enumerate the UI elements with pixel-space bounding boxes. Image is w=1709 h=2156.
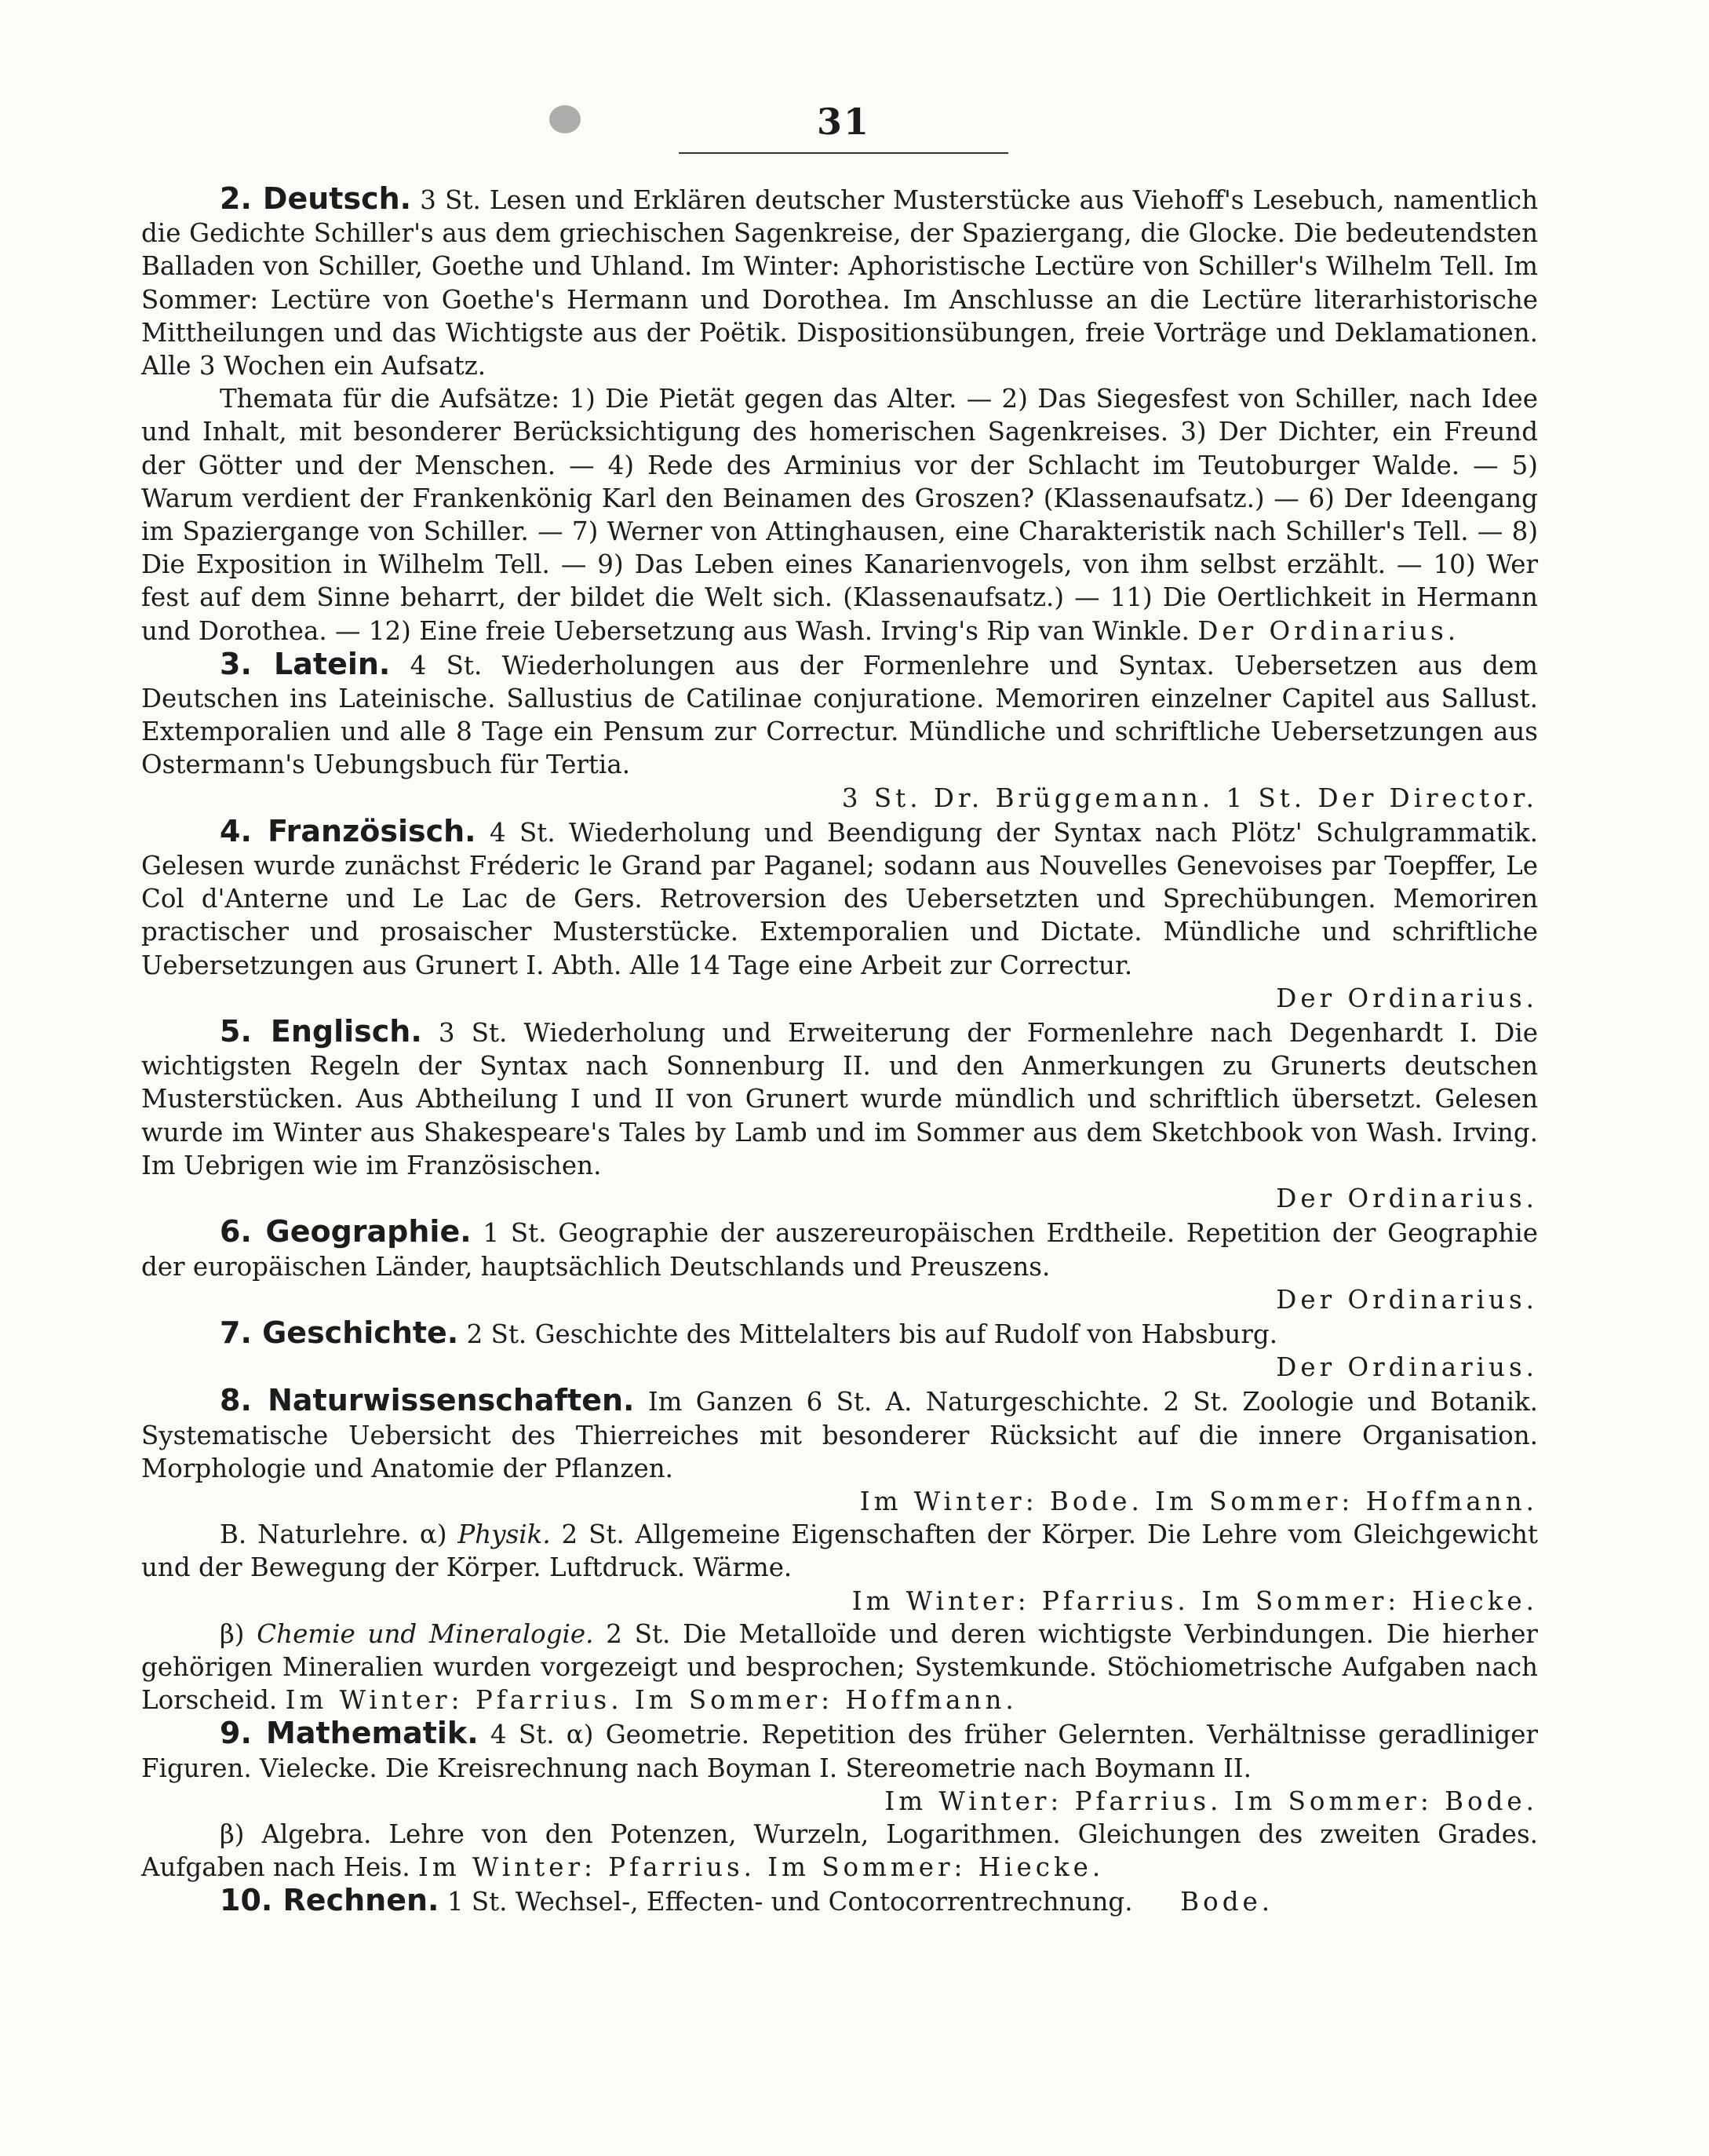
- section-text: Im Ganzen 6 St. A. Naturgeschichte. 2 St. Zoologie und Botanik. Systematische Uebersicht des Thierreiches mit besonderer Rücksicht auf die innere Organisation. Morphologie und Anatomie der Pflanzen.: [141, 1387, 1538, 1483]
- section-text: 2 St. Geschichte des Mittelalters bis auf Rudolf von Habsburg.: [466, 1319, 1278, 1349]
- ink-smudge: [549, 105, 581, 133]
- section-title: 5. Englisch.: [220, 1014, 422, 1049]
- themata-text: Themata für die Aufsätze: 1) Die Pietät gegen das Alter. — 2) Das Siegesfest von Schiller, nach Idee und Inhalt, mit besonderer Berücksichtigung des homerischen Sagenkreises. 3) Der Dichter, ein Freund der Götter und der Menschen. — 4) Rede des Arminius vor der Schlacht im Teutoburger Walde. — 5) Warum verdient der Frankenkönig Karl den Beinamen des Groszen? (Klassenaufsatz.) — 6) Der Ideengang im Spaziergange von Schiller. — 7) Werner von Attinghausen, eine Charakteristik nach Schiller's Tell. — 8) Die Exposition in Wilhelm Tell. — 9) Das Leben eines Kanarienvogels, von ihm selbst erzählt. — 10) Wer fest auf dem Sinne beharrt, der bildet die Welt sich. (Klassenaufsatz.) — 11) Die Oertlichkeit in Hermann und Dorothea. — 12) Eine freie Uebersetzung aus Wash. Irving's Rip van Winkle.: [141, 384, 1538, 646]
- subsection-title: Chemie und Mineralogie.: [257, 1618, 594, 1649]
- section-title: 9. Mathematik.: [220, 1716, 479, 1751]
- section-rechnen: [141, 1884, 1538, 1918]
- teacher-signature: 3 St. Dr. Brüggemann. 1 St. Der Director.: [841, 783, 1538, 813]
- document-body: [141, 182, 1538, 1919]
- teacher-signature: Im Winter: Pfarrius. Im Sommer: Bode.: [884, 1786, 1538, 1816]
- section-text: 4 St. Wiederholungen aus der Formenlehre und Syntax. Uebersetzen aus dem Deutschen ins Lateinische. Sallustius de Catilinae conjuratione. Memoriren einzelner Capitel aus Sallust. Extemporalien und alle 8 Tage ein Pensum zur Correctur. Mündliche und schriftliche Uebersetzungen aus Ostermann's Uebungsbuch für Tertia.: [141, 650, 1538, 780]
- section-englisch: [141, 1015, 1538, 1182]
- subsection-title: Physik.: [457, 1519, 551, 1550]
- subsection-text: β) Algebra. Lehre von den Potenzen, Wurzeln, Logarithmen. Gleichungen des zweiten Grades. Aufgaben nach Heis.: [141, 1819, 1538, 1883]
- subsection-lead: B. Naturlehre. α): [220, 1519, 447, 1550]
- page-number: 31: [816, 100, 870, 143]
- section-title: 4. Französisch.: [220, 813, 476, 848]
- teacher-signature: Der Ordinarius.: [1276, 1184, 1538, 1214]
- section-title: 8. Naturwissenschaften.: [220, 1383, 635, 1418]
- teacher-signature: Der Ordinarius.: [1276, 983, 1538, 1013]
- teacher-signature: Der Ordinarius.: [1276, 1352, 1538, 1383]
- section-title: 2. Deutsch.: [220, 181, 412, 216]
- section-text: 4 St. α) Geometrie. Repetition des früher Gelernten. Verhältnisse geradliniger Figuren. Vielecke. Die Kreisrechnung nach Boyman I. Stereometrie nach Boymann II.: [141, 1720, 1538, 1783]
- section-geschichte: [141, 1316, 1538, 1351]
- teacher-signature: Im Winter: Pfarrius. Im Sommer: Hiecke.: [851, 1585, 1538, 1616]
- section-title: 6. Geographie.: [220, 1214, 472, 1249]
- section-title: 7. Geschichte.: [220, 1315, 459, 1350]
- subsection-physik: [141, 1518, 1538, 1584]
- section-geographie: [141, 1215, 1538, 1282]
- teacher-signature: Im Winter: Bode. Im Sommer: Hoffmann.: [859, 1486, 1538, 1516]
- section-title: 10. Rechnen.: [220, 1883, 439, 1918]
- section-naturwissenschaften: [141, 1384, 1538, 1485]
- section-text: 4 St. Wiederholung und Beendigung der Syntax nach Plötz' Schulgrammatik. Gelesen wurde zunächst Fréderic le Grand par Paganel; sodann aus Nouvelles Genevoises par Toepffer, Le Col d'Anterne und Le Lac de Gers. Retroversion des Uebersetzten und Sprechübungen. Memoriren practischer und prosaischer Musterstücke. Extemporalien und Dictate. Mündliche und schriftliche Uebersetzungen aus Grunert I. Abth. Alle 14 Tage eine Arbeit zur Correctur.: [141, 817, 1538, 980]
- subsection-text: 2 St. Allgemeine Eigenschaften der Körper. Die Lehre vom Gleichgewicht und der Bewegung der Körper. Luftdruck. Wärme.: [141, 1519, 1538, 1583]
- subsection-chemie: [141, 1618, 1538, 1717]
- teacher-signature: Im Winter: Pfarrius. Im Sommer: Hoffmann.: [285, 1685, 1018, 1716]
- section-text: 1 St. Wechsel-, Effecten- und Contocorrentrechnung.: [446, 1887, 1133, 1917]
- page-header: [679, 100, 1008, 154]
- section-text: 3 St. Lesen und Erklären deutscher Musterstücke aus Viehoff's Lesebuch, namentlich die Gedichte Schiller's aus dem griechischen Sagenkreise, der Spaziergang, die Glocke. Die bedeutendsten Balladen von Schiller, Goethe und Uhland. Im Winter: Aphoristische Lectüre von Schiller's Wilhelm Tell. Im Sommer: Lectüre von Goethe's Hermann und Dorothea. Im Anschlusse an die Lectüre literarhistorische Mittheilungen und das Wichtigste aus der Poëtik. Dispositionsübungen, freie Vorträge und Deklamationen. Alle 3 Wochen ein Aufsatz.: [141, 185, 1538, 381]
- teacher-signature: Der Ordinarius.: [1197, 615, 1460, 646]
- teacher-signature: Der Ordinarius.: [1276, 1284, 1538, 1315]
- section-text: 1 St. Geographie der auszereuropäischen Erdtheile. Repetition der Geographie der europäischen Länder, hauptsächlich Deutschlands und Preuszens.: [141, 1218, 1538, 1282]
- section-mathematik: [141, 1716, 1538, 1784]
- section-text: 3 St. Wiederholung und Erweiterung der Formenlehre nach Degenhardt I. Die wichtigsten Regeln der Syntax nach Sonnenburg II. und den Anmerkungen zu Grunerts deutschen Musterstücken. Aus Abtheilung I und II von Grunert wurde mündlich und schriftlich übersetzt. Gelesen wurde im Winter aus Shakespeare's Tales by Lamb und im Sommer aus dem Sketchbook von Wash. Irving. Im Uebrigen wie im Französischen.: [141, 1018, 1538, 1180]
- section-title: 3. Latein.: [220, 646, 391, 681]
- section-latein: [141, 648, 1538, 782]
- teacher-signature: Bode.: [1180, 1887, 1274, 1917]
- subsection-lead: β): [220, 1618, 245, 1649]
- subsection-algebra: [141, 1818, 1538, 1884]
- teacher-signature: Im Winter: Pfarrius. Im Sommer: Hiecke.: [418, 1852, 1105, 1883]
- themata-paragraph: [141, 382, 1538, 648]
- subsection-text: 2 St. Die Metalloïde und deren wichtigste Verbindungen. Die hierher gehörigen Mineralien wurden vorgezeigt und besprochen; Systemkunde. Stöchiometrische Aufgaben nach Lorscheid.: [141, 1618, 1538, 1716]
- section-deutsch: [141, 182, 1538, 382]
- section-franzoesisch: [141, 815, 1538, 982]
